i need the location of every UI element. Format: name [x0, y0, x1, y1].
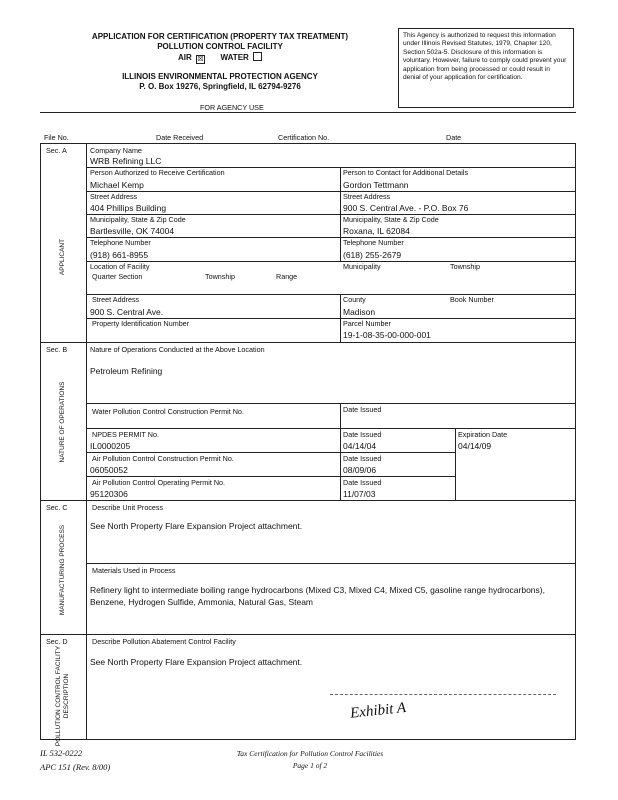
street-value-3: 900 S. Central Ave.	[90, 307, 164, 317]
county-value: Madison	[343, 307, 376, 317]
muni-value-1: Bartlesville, OK 74004	[90, 226, 175, 236]
form-title-line1: APPLICATION FOR CERTIFICATION (PROPERTY TAX TREATMENT)	[91, 32, 349, 41]
phone-label-1: Telephone Number	[90, 238, 151, 247]
footer-center-line1: Tax Certification for Pollution Control Facilities	[236, 749, 384, 758]
date-received-label: Date Received	[156, 133, 204, 142]
sec-c-label: Sec. C	[46, 503, 68, 512]
water-checkbox[interactable]	[253, 52, 262, 61]
footer-center	[210, 748, 410, 772]
describe-process-label: Describe Unit Process	[92, 503, 164, 512]
muni-value-2: Roxana, IL 62084	[343, 226, 410, 236]
sec-b-label: Sec. B	[46, 345, 68, 354]
agency-use-label: FOR AGENCY USE	[200, 103, 264, 112]
file-no-label: File No.	[44, 133, 69, 142]
agency-title: ILLINOIS ENVIRONMENTAL PROTECTION AGENCY	[122, 72, 318, 81]
agency-name	[60, 72, 380, 92]
form-title-line2: POLLUTION CONTROL FACILITY	[157, 42, 283, 51]
materials-value: Refinery light to intermediate boiling range hydrocarbons (Mixed C3, Mixed C4, Mixed C5, gasoline range hydrocarbons), Benzene, Hydrogen Sulfide, Ammonia, Natural Gas, Steam	[90, 585, 545, 607]
footer-page-number: Page 1 of 2	[292, 761, 328, 770]
township-label: Township	[205, 272, 235, 281]
quarter-section-label: Quarter Section	[92, 272, 143, 281]
form-id: IL 532-0222	[40, 748, 83, 758]
npdes-date-value: 04/14/04	[343, 441, 377, 451]
phone-value-1: (918) 661-8955	[90, 250, 149, 260]
book-number-label: Book Number	[450, 295, 494, 304]
air-const-date-value: 08/09/06	[343, 465, 377, 475]
muni-label-1: Municipality, State & Zip Code	[90, 215, 186, 224]
parcel-label: Parcel Number	[343, 319, 391, 328]
street-value-1: 404 Phillips Building	[90, 203, 167, 213]
notice-box	[398, 28, 574, 108]
air-checkbox[interactable]: ☒	[197, 56, 204, 63]
date-issued-label-3: Date Issued	[343, 454, 382, 463]
air-oper-label: Air Pollution Control Operating Permit No.	[92, 478, 226, 487]
property-id-label: Property Identification Number	[92, 319, 190, 328]
sec-a-label: Sec. A	[46, 146, 67, 155]
expiration-value: 04/14/09	[458, 441, 492, 451]
air-oper-value: 95120306	[90, 489, 128, 499]
street-label-3: Street Address	[92, 295, 140, 304]
person-auth-label: Person Authorized to Receive Certification	[90, 168, 225, 177]
parcel-value: 19-1-08-35-00-000-001	[343, 330, 431, 340]
npdes-label: NPDES PERMIT No.	[92, 430, 159, 439]
phone-label-2: Telephone Number	[343, 238, 404, 247]
describe-facility-value: See North Property Flare Expansion Project attachment.	[90, 657, 303, 667]
date-issued-label-2: Date Issued	[343, 430, 382, 439]
water-label: WATER	[220, 53, 249, 62]
materials-label: Materials Used in Process	[92, 566, 176, 575]
sec-a-vertical: APPLICANT	[59, 238, 66, 276]
air-const-label: Air Pollution Control Construction Permit No.	[92, 454, 234, 463]
county-label: County	[343, 295, 366, 304]
exhibit-text: Exhibit A	[349, 699, 407, 722]
describe-facility-label: Describe Pollution Abatement Control Facility	[92, 637, 236, 646]
air-const-value: 06050052	[90, 465, 128, 475]
person-auth-value: Michael Kemp	[90, 180, 144, 190]
date-issued-label-1: Date Issued	[343, 405, 382, 414]
street-label-2: Street Address	[343, 192, 391, 201]
sec-b-vertical: NATURE OF OPERATIONS	[59, 381, 66, 463]
air-water-checkboxes	[60, 52, 380, 64]
township-label-2: Township	[450, 262, 480, 271]
municipality-label: Municipality	[343, 262, 381, 271]
nature-value: Petroleum Refining	[90, 366, 163, 376]
npdes-value: IL0000205	[90, 441, 131, 451]
water-permit-label: Water Pollution Control Construction Permit No.	[92, 407, 244, 416]
air-oper-date-value: 11/07/03	[343, 489, 376, 499]
location-label: Location of Facility	[90, 262, 150, 271]
expiration-label: Expiration Date	[458, 430, 508, 439]
company-name-label: Company Name	[90, 146, 142, 155]
air-label: AIR	[177, 53, 192, 62]
form-title	[60, 32, 380, 64]
notice-text: This Agency is authorized to request this information under Illinois Revised Statutes, 1979, Chapter 120, Section 502a-5. Disclosure of this information is voluntary. However, failure to comply could prevent your application from being processed or could result in denial of your application for certification.	[403, 32, 567, 82]
person-contact-value: Gordon Tettmann	[343, 180, 409, 190]
range-label: Range	[276, 272, 298, 281]
apc-form-number: APC 151 (Rev. 8/00)	[40, 762, 111, 772]
agency-address: P. O. Box 19276, Springfield, IL 62794-9276	[139, 82, 301, 91]
sec-d-label: Sec. D	[46, 637, 68, 646]
phone-value-2: (618) 255-2679	[343, 250, 402, 260]
sec-c-vertical: MANUFACTURING PROCESS	[59, 524, 66, 616]
street-value-2: 900 S. Central Ave. - P.O. Box 76	[343, 203, 469, 213]
company-name-value: WRB Refining LLC	[90, 156, 162, 166]
date-issued-label-4: Date Issued	[343, 478, 382, 487]
certification-no-label: Certification No.	[278, 133, 330, 142]
describe-process-value: See North Property Flare Expansion Project attachment.	[90, 521, 303, 531]
sec-d-vertical: POLLUTION CONTROL FACILITY DESCRIPTION	[55, 645, 70, 747]
date-label: Date	[446, 133, 462, 142]
street-label-1: Street Address	[90, 192, 138, 201]
muni-label-2: Municipality, State & Zip Code	[343, 215, 439, 224]
person-contact-label: Person to Contact for Additional Details	[343, 168, 469, 177]
nature-label: Nature of Operations Conducted at the Above Location	[90, 345, 265, 354]
